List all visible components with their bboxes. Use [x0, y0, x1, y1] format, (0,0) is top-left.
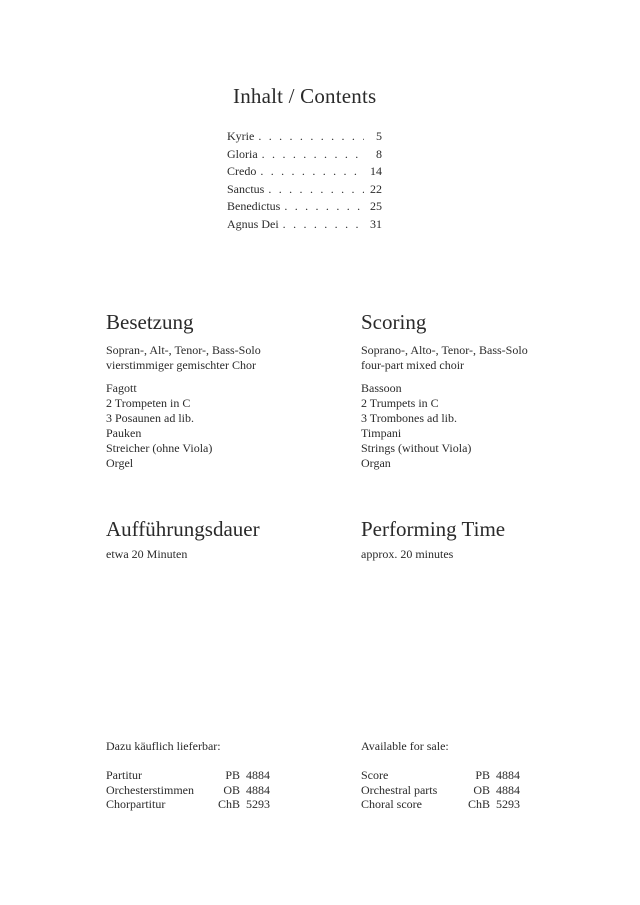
toc-dot-leader	[262, 147, 364, 162]
instrument-line: Timpani	[361, 426, 402, 440]
scoring-heading-en: Scoring	[361, 310, 427, 334]
toc-entry-title: Agnus Dei	[227, 216, 279, 231]
sale-item	[106, 768, 326, 783]
sale-item-number: 4884	[496, 768, 520, 782]
toc-entry-title: Credo	[227, 164, 257, 179]
toc-entry-credo[interactable]	[227, 164, 382, 182]
voice-line: vierstimmiger gemischter Chor	[106, 358, 256, 372]
instrument-line: Bassoon	[361, 381, 402, 395]
sale-item-name: Orchestral parts	[361, 782, 438, 797]
instrument-line: Fagott	[106, 381, 137, 395]
sale-item-number: 4884	[246, 782, 270, 797]
toc-entry-sanctus[interactable]	[227, 182, 382, 200]
instrument-line: Organ	[361, 456, 391, 470]
scoring-heading-de: Besetzung	[106, 310, 194, 334]
sale-item-code: ChB	[217, 797, 240, 811]
toc-dot-leader	[260, 164, 364, 179]
instrument-line: Orgel	[106, 456, 134, 470]
voice-line: Sopran-, Alt-, Tenor-, Bass-Solo	[106, 343, 261, 357]
sale-item-code: OB	[223, 782, 240, 797]
sale-item-name: Score	[361, 768, 389, 782]
instrument-line: Strings (without Viola)	[361, 441, 472, 455]
sale-item-code: ChB	[467, 797, 490, 811]
toc-entry-gloria[interactable]	[227, 147, 382, 165]
sale-item	[106, 797, 326, 812]
sale-item-number: 4884	[496, 782, 520, 797]
instrument-line: 3 Trombones ad lib.	[361, 411, 458, 425]
toc-entry-page: 31	[370, 216, 382, 231]
toc-entry-kyrie[interactable]	[227, 129, 382, 147]
duration-section-en	[361, 517, 581, 562]
toc-entry-page: 14	[370, 164, 382, 179]
instrument-line: 2 Trumpets in C	[361, 396, 439, 410]
toc-entry-title: Benedictus	[227, 199, 281, 214]
sale-item	[361, 797, 581, 812]
toc-dot-leader	[258, 129, 364, 144]
sale-item-name: Orchesterstimmen	[106, 782, 194, 797]
sale-item	[361, 783, 581, 798]
scoring-section-de	[106, 310, 326, 471]
instrument-line: 3 Posaunen ad lib.	[106, 411, 194, 425]
duration-text-de: etwa 20 Minuten	[106, 547, 188, 561]
duration-heading-de: Aufführungsdauer	[106, 517, 260, 541]
sale-label-en: Available for sale:	[361, 739, 449, 753]
toc-entry-page: 25	[370, 199, 382, 214]
instrument-line: Pauken	[106, 426, 142, 440]
toc-dot-leader	[283, 217, 364, 232]
table-of-contents	[227, 129, 382, 235]
sale-item-code: OB	[473, 782, 490, 797]
duration-text-en: approx. 20 minutes	[361, 547, 454, 561]
sale-list-en	[361, 768, 581, 812]
instrument-line: Streicher (ohne Viola)	[106, 441, 213, 455]
sale-item-code: PB	[475, 768, 490, 782]
duration-section-de	[106, 517, 326, 562]
toc-dot-leader	[268, 182, 364, 197]
sale-section-en	[361, 739, 581, 812]
toc-dot-leader	[284, 199, 364, 214]
toc-entry-page: 8	[376, 146, 382, 161]
toc-entry-page: 22	[370, 181, 382, 196]
sale-item	[106, 783, 326, 798]
toc-entry-title: Sanctus	[227, 181, 265, 196]
sale-list-de	[106, 768, 326, 812]
toc-entry-page: 5	[376, 129, 382, 143]
sale-item-name: Choral score	[361, 797, 422, 811]
toc-entry-title: Gloria	[227, 146, 258, 161]
sale-item	[361, 768, 581, 783]
sale-item-number: 4884	[246, 768, 270, 782]
voice-line: four-part mixed choir	[361, 358, 465, 372]
sale-item-number: 5293	[496, 797, 520, 811]
scoring-section-en	[361, 310, 581, 471]
toc-entry-agnus-dei[interactable]	[227, 217, 382, 235]
instrument-line: 2 Trompeten in C	[106, 396, 191, 410]
sale-label-de: Dazu käuflich lieferbar:	[106, 739, 221, 753]
contents-title: Inhalt / Contents	[233, 84, 377, 108]
duration-heading-en: Performing Time	[361, 517, 506, 541]
toc-entry-title: Kyrie	[227, 129, 255, 143]
sale-item-number: 5293	[246, 797, 270, 811]
voice-line: Soprano-, Alto-, Tenor-, Bass-Solo	[361, 343, 528, 357]
sale-item-name: Chorpartitur	[106, 797, 166, 811]
toc-entry-benedictus[interactable]	[227, 199, 382, 217]
sale-item-name: Partitur	[106, 768, 142, 782]
sale-section-de	[106, 739, 326, 812]
sale-item-code: PB	[225, 768, 240, 782]
